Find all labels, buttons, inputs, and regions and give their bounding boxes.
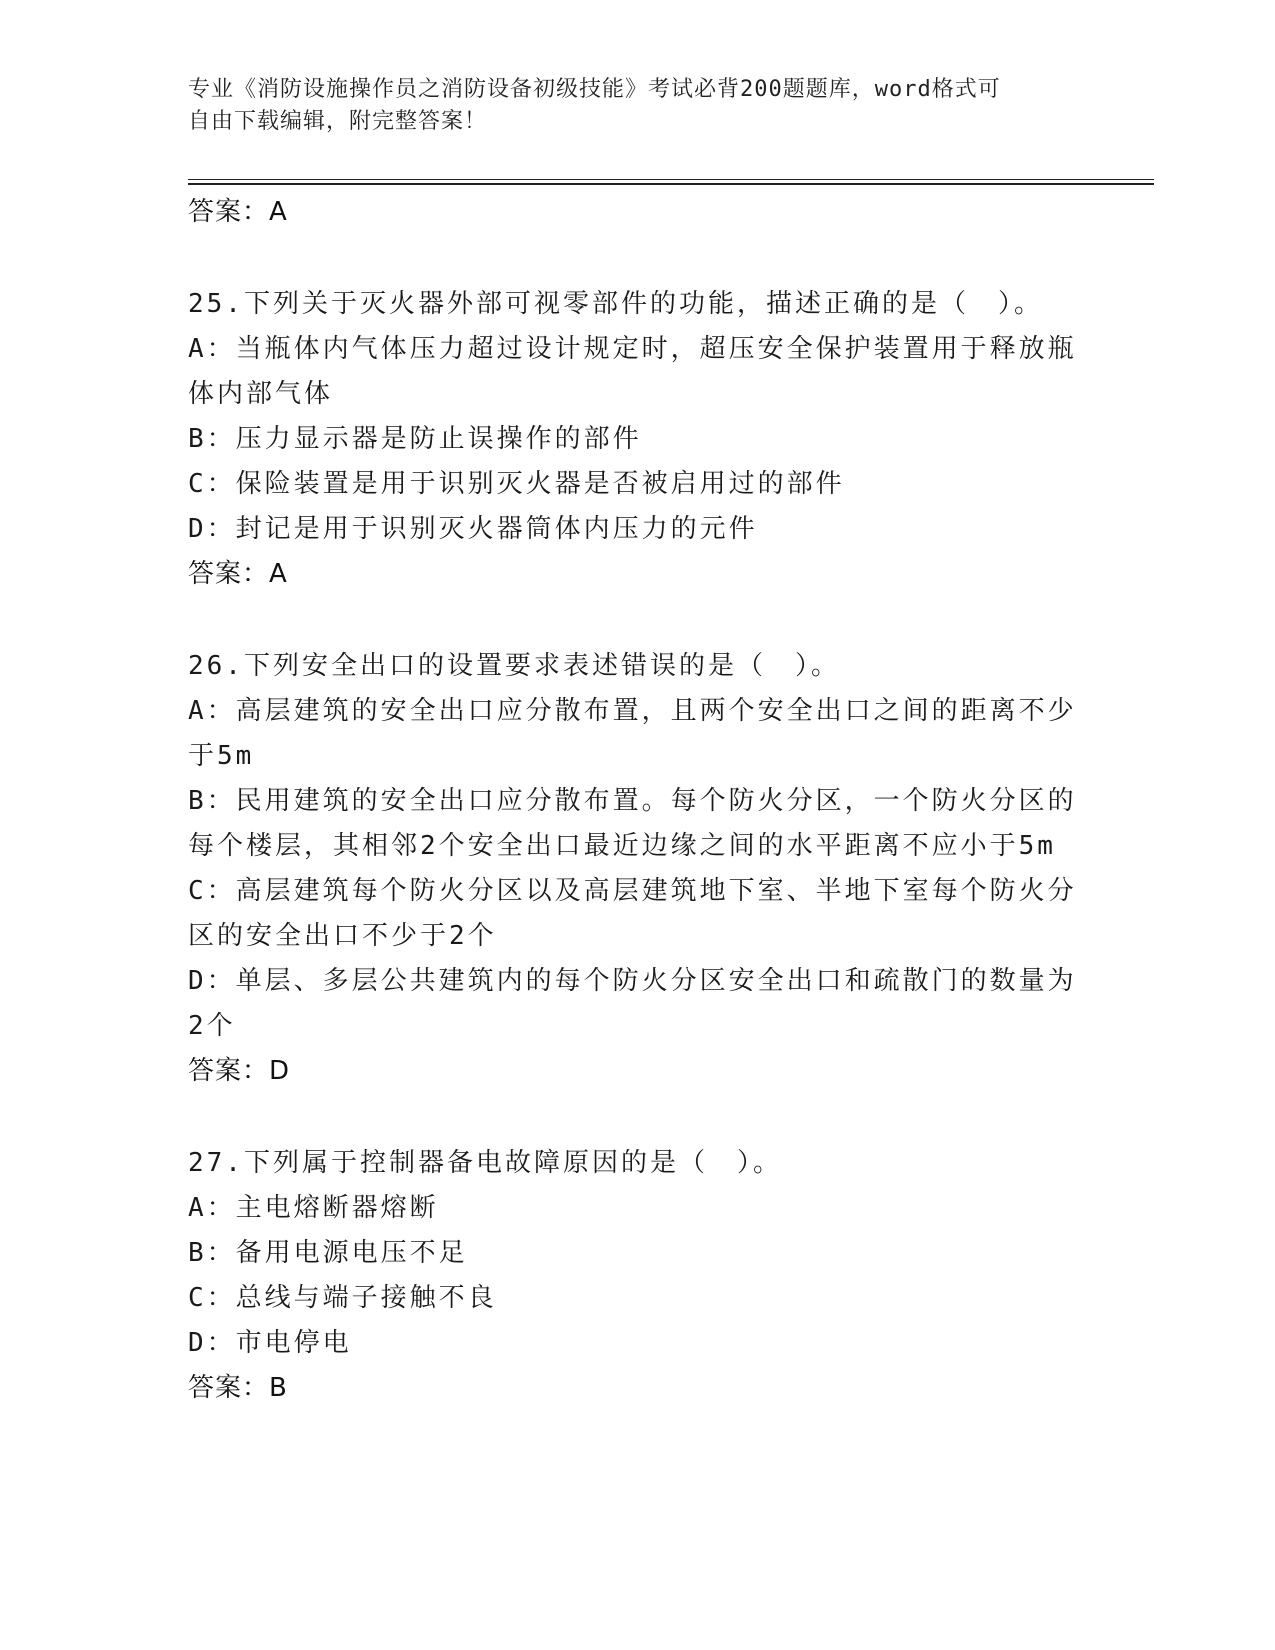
header-divider-thin	[188, 179, 1154, 180]
option-b: B：压力显示器是防止误操作的部件	[188, 424, 642, 454]
answer-label: 答案：A	[188, 559, 288, 589]
answer-label: 答案：D	[188, 1056, 291, 1086]
question-list	[188, 190, 1088, 1410]
option-c: C：总线与端子接触不良	[188, 1283, 497, 1313]
option-a: A：当瓶体内气体压力超过设计规定时，超压安全保护装置用于释放瓶体内部气体	[188, 334, 1077, 409]
option-b: B：民用建筑的安全出口应分散布置。每个防火分区，一个防火分区的每个楼层，其相邻2个安全出口最近边缘之间的水平距离不应小于5m	[188, 786, 1077, 861]
question-block	[188, 1141, 1088, 1410]
question-text: 26.下列安全出口的设置要求表述错误的是（ ）。	[188, 651, 840, 681]
question-text: 25.下列关于灭火器外部可视零部件的功能，描述正确的是（ ）。	[188, 289, 1043, 319]
option-a: A：高层建筑的安全出口应分散布置，且两个安全出口之间的距离不少于5m	[188, 696, 1077, 771]
answer-label: 答案：B	[188, 1373, 288, 1403]
option-a: A：主电熔断器熔断	[188, 1193, 439, 1223]
option-c: C：保险装置是用于识别灭火器是否被启用过的部件	[188, 469, 845, 499]
option-c: C：高层建筑每个防火分区以及高层建筑地下室、半地下室每个防火分区的安全出口不少于2个	[188, 876, 1077, 951]
question-text: 27.下列属于控制器备电故障原因的是（ ）。	[188, 1148, 782, 1178]
header-line-2: 自由下载编辑，附完整答案！	[188, 109, 488, 134]
question-block	[188, 282, 1088, 596]
option-d: D：封记是用于识别灭火器筒体内压力的元件	[188, 514, 758, 544]
question-block	[188, 644, 1088, 1093]
header-line-1: 专业《消防设施操作员之消防设备初级技能》考试必背200题题库，word格式可	[188, 77, 1001, 102]
option-d: D：单层、多层公共建筑内的每个防火分区安全出口和疏散门的数量为2个	[188, 966, 1077, 1041]
answer-label: 答案：A	[188, 197, 288, 227]
option-b: B：备用电源电压不足	[188, 1238, 468, 1268]
header-divider-thick	[188, 183, 1154, 185]
option-d: D：市电停电	[188, 1328, 352, 1358]
document-header	[188, 74, 1078, 138]
